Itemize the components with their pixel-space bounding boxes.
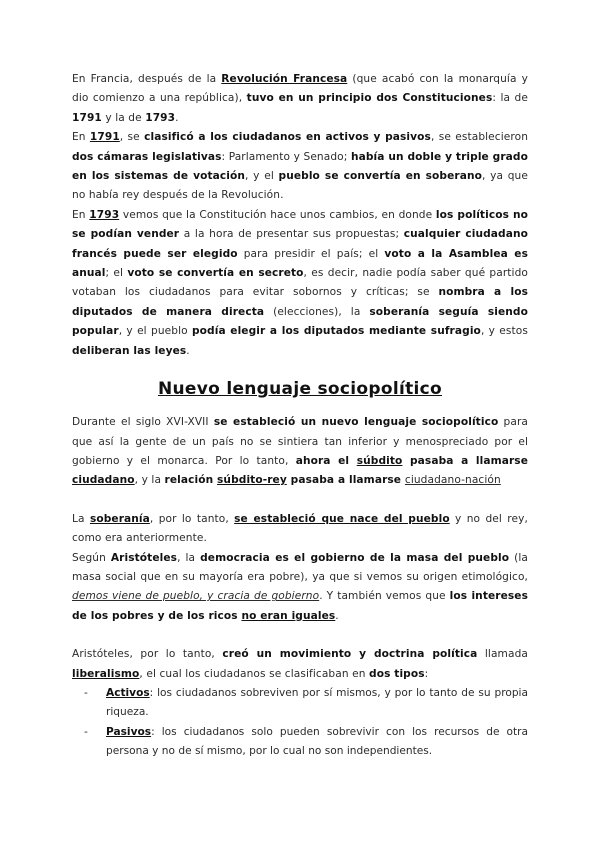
text: , se establecieron	[430, 131, 529, 144]
text: , por lo tanto,	[149, 512, 235, 525]
emphasis: democracia es el gobierno de la masa del pueblo	[200, 551, 510, 564]
text: Aristóteles, por lo tanto,	[72, 648, 223, 661]
text: y la de	[101, 111, 146, 124]
text: . Y también vemos que	[319, 590, 450, 603]
emphasis: voto a la Asamblea es anual	[72, 247, 528, 280]
emphasis: cualquier ciudadano francés puede ser elegido	[72, 228, 529, 260]
text: (elecciones), la	[264, 305, 370, 318]
aristoteles-term: Aristóteles	[110, 551, 178, 564]
etymology: demos viene de pueblo, y cracia de gobierno	[72, 590, 320, 603]
text: para que así la gente de un país no se sintiera tan inferior y menospreciado por el gobierno y el monarca. Por lo tanto,	[72, 416, 529, 467]
text: a la hora de presentar sus propuestas;	[179, 228, 404, 241]
text: : los ciudadanos sobreviven por sí mismos, y por lo tanto de su propia riqueza.	[106, 686, 528, 719]
paragraph-new-language	[72, 413, 528, 491]
emphasis: pasaba a llamarse	[402, 454, 529, 467]
emphasis: nombra a los diputados de manera directa	[72, 286, 528, 318]
list-item-activos	[84, 684, 528, 723]
emphasis: dos cámaras legislativas	[72, 150, 222, 163]
dash-bullet: -	[84, 725, 88, 738]
year: 1793	[145, 111, 176, 124]
emphasis: ahora el	[295, 454, 357, 467]
text: , la	[177, 551, 201, 564]
emphasis: los políticos no se podían vender	[72, 208, 528, 241]
emphasis: no eran iguales	[241, 609, 336, 622]
subdito-term: súbdito	[356, 454, 403, 467]
paragraph-aristoteles	[72, 549, 528, 627]
text: Durante el siglo XVI-XVII	[72, 416, 214, 429]
text: ; el	[105, 267, 128, 280]
text: llamada	[477, 648, 528, 661]
soberania-term: soberanía	[89, 512, 150, 525]
ciudadano-nacion-term: ciudadano-nación	[404, 474, 501, 487]
text: : la de	[492, 92, 528, 105]
section-heading: Nuevo lenguaje sociopolítico	[157, 379, 442, 400]
emphasis: podía elegir a los diputados mediante sufragio	[191, 325, 481, 338]
paragraph-1793	[72, 206, 528, 361]
paragraph-two-constitutions	[72, 70, 528, 128]
emphasis: creó un movimiento y doctrina política	[222, 648, 478, 661]
text: , el cual los ciudadanos se clasificaban en	[139, 667, 370, 680]
text: :	[424, 667, 429, 680]
emphasis: pueblo se convertía en soberano	[278, 170, 482, 183]
text: .	[186, 344, 190, 357]
text: , y el pueblo	[118, 325, 192, 338]
emphasis: soberanía seguía siendo popular	[72, 305, 528, 338]
emphasis: voto se convertía en secreto	[127, 267, 304, 280]
emphasis: los intereses de los pobres y de los ricos	[72, 590, 528, 622]
text: para presidir el país; el	[237, 247, 385, 260]
text: La	[72, 512, 90, 525]
paragraph-soberania	[72, 510, 528, 549]
emphasis: se estableció que nace del pueblo	[234, 512, 450, 525]
text: : Parlamento y Senado;	[221, 150, 351, 163]
emphasis: dos tipos	[369, 667, 425, 680]
year: 1793	[89, 208, 120, 221]
text: , y estos	[480, 325, 528, 338]
text: vemos que la Constitución hace unos cambios, en donde	[119, 208, 436, 221]
text: En	[72, 131, 90, 144]
text: .	[175, 111, 179, 124]
text: (que acabó con la monarquía y dio comienzo a una república),	[72, 73, 528, 105]
text: En	[72, 208, 90, 221]
text: , ya que no había rey después de la Revolución.	[72, 170, 528, 202]
emphasis: deliberan las leyes	[72, 344, 187, 357]
paragraph-1791	[72, 128, 528, 206]
text: : los ciudadanos solo pueden sobrevivir con los recursos de otra persona y no de sí mismo, por lo cual no son independientes.	[106, 725, 528, 758]
emphasis: tuvo en un principio dos Constituciones	[246, 92, 493, 105]
emphasis: pasaba a llamarse	[286, 474, 405, 487]
year: 1791	[89, 131, 120, 144]
pasivos-term: Pasivos	[106, 725, 152, 738]
activos-term: Activos	[106, 686, 150, 699]
text: .	[335, 609, 339, 622]
emphasis: relación	[164, 474, 218, 487]
text: y no del rey, como era anteriormente.	[72, 512, 528, 545]
paragraph-liberalismo	[72, 645, 528, 684]
text: , se	[119, 131, 145, 144]
ciudadano-term: ciudadano	[72, 474, 135, 487]
text: , es decir, nadie podía saber qué partido votaban los ciudadanos para evitar sobornos y críticas; se	[72, 267, 529, 299]
emphasis: se estableció un nuevo lenguaje sociopolítico	[213, 416, 499, 429]
dash-bullet: -	[84, 686, 88, 699]
text: En Francia, después de la	[72, 73, 222, 85]
liberalismo-term: liberalismo	[72, 667, 140, 680]
emphasis: había un doble y triple grado en los sistemas de votación	[72, 150, 528, 183]
year: 1791	[72, 111, 102, 124]
emphasis: clasificó a los ciudadanos en activos y pasivos	[144, 131, 431, 144]
text: (la masa social que en su mayoría era pobre), ya que si vemos su origen etimológico,	[72, 551, 528, 583]
list-item-pasivos	[84, 723, 528, 762]
subdito-rey-term: súbdito-rey	[217, 474, 287, 487]
text: Según	[72, 551, 111, 564]
revolucion-francesa-term: Revolución Francesa	[221, 73, 348, 85]
text: , y el	[245, 170, 279, 183]
text: , y la	[134, 474, 165, 487]
citizen-types-list	[72, 684, 528, 762]
